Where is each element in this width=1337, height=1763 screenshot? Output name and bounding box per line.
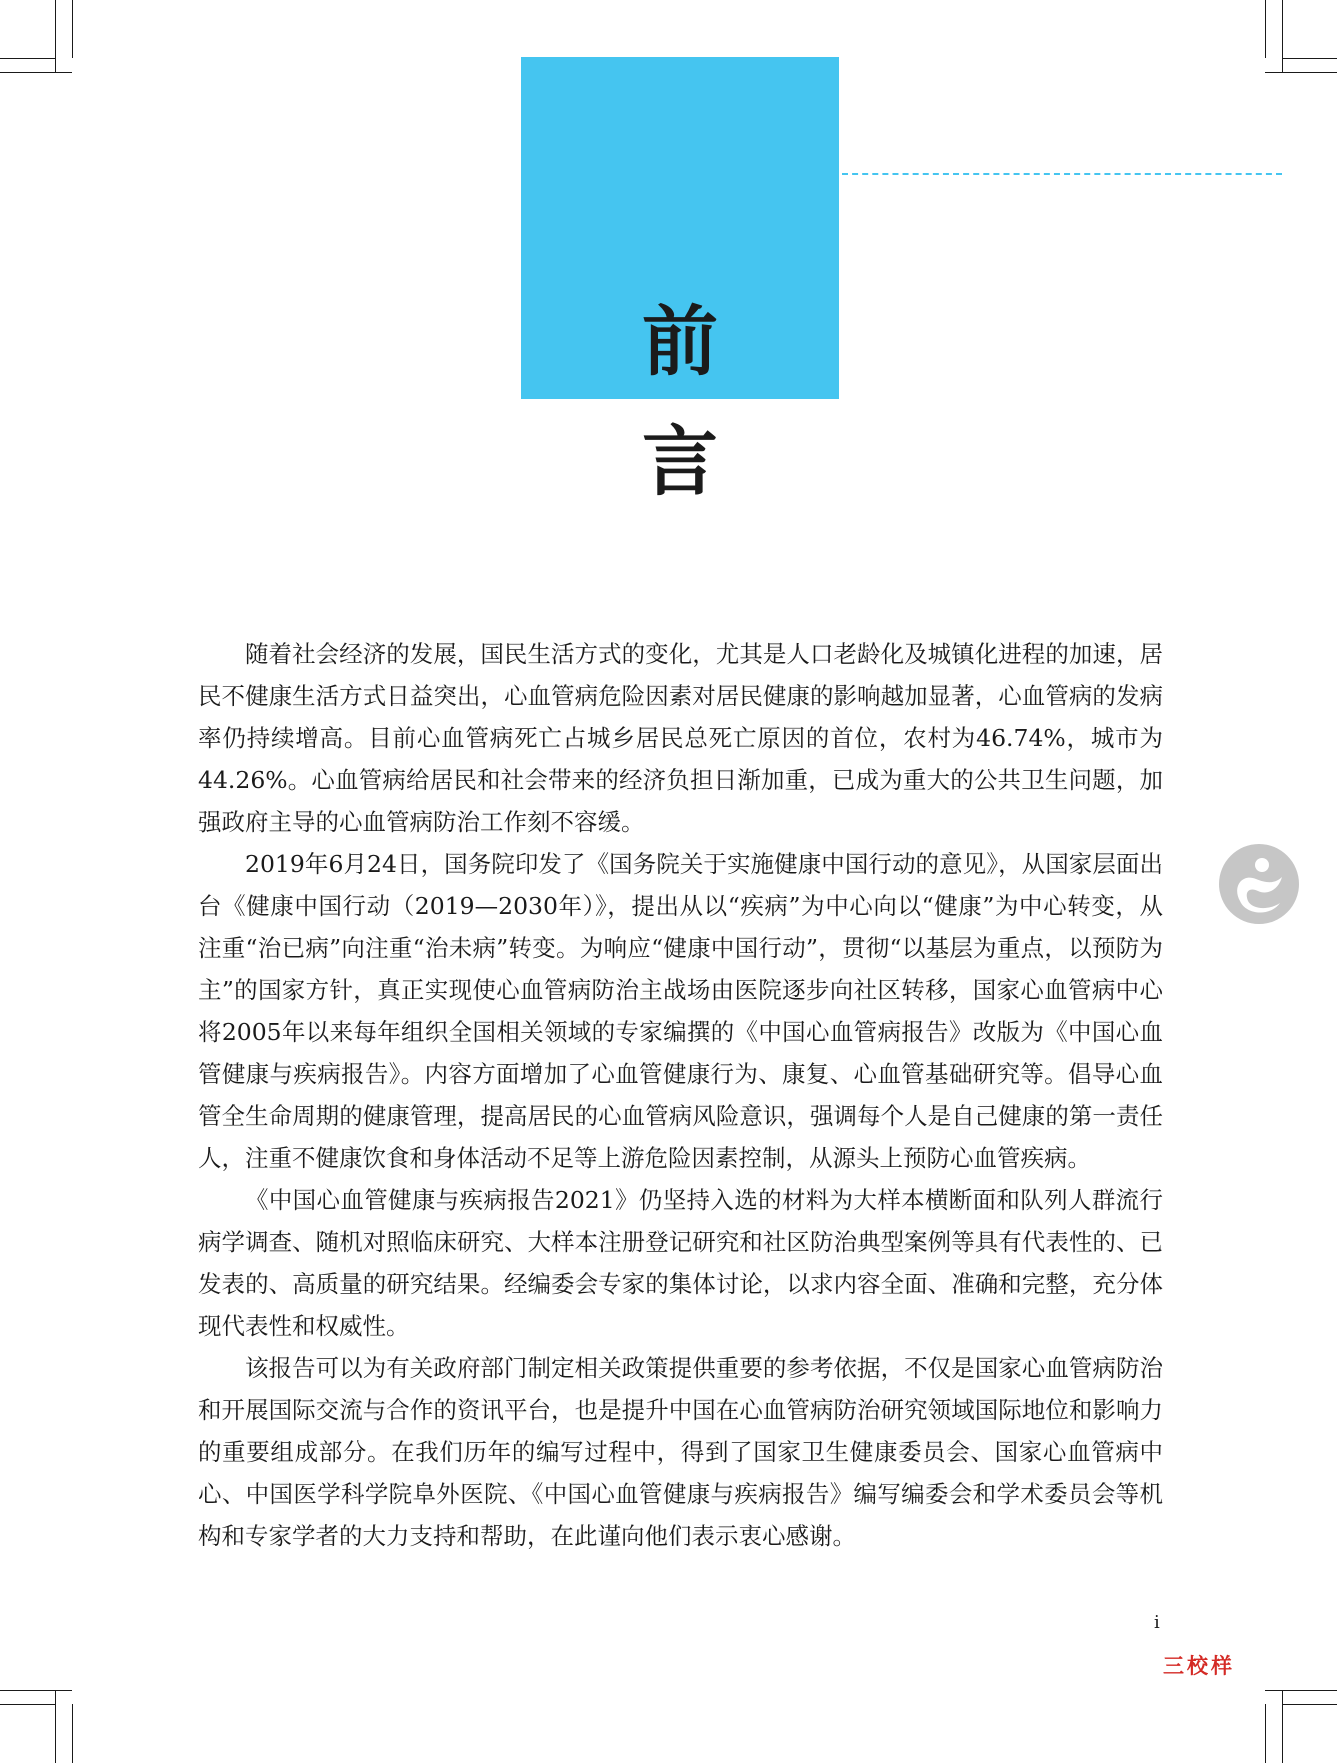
crop-mark-top-right-h2 [1282, 58, 1337, 59]
crop-mark-top-left-h2 [0, 58, 55, 59]
crop-mark-top-right-h [1265, 72, 1337, 73]
crop-mark-bottom-right-h [1265, 1690, 1337, 1691]
decorative-dashed-line [842, 173, 1282, 175]
crop-mark-bottom-left-h2 [0, 1704, 55, 1705]
crop-mark-top-right-v2 [1282, 0, 1283, 72]
crop-mark-bottom-right-h2 [1282, 1704, 1337, 1705]
paragraph: 该报告可以为有关政府部门制定相关政策提供重要的参考依据，不仅是国家心血管病防治和开展国际交流与合作的资讯平台，也是提升中国在心血管病防治研究领域国际地位和影响力的重要组成部分。在我们历年的编写过程中，得到了国家卫生健康委员会、国家心血管病中心、中国医学科学院阜外医院、《中国心血管健康与疾病报告》编写编委会和学术委员会等机构和专家学者的大力支持和帮助，在此谨向他们表示衷心感谢。 [198, 1354, 1163, 1550]
page-title: 前言 [642, 297, 796, 506]
preface-body [198, 633, 1163, 1557]
crop-mark-top-left-h [0, 72, 72, 73]
crop-mark-bottom-left-v2 [55, 1690, 56, 1763]
paragraph: 2019年6月24日，国务院印发了《国务院关于实施健康中国行动的意见》，从国家层面出台《健康中国行动（2019—2030年）》，提出从以“疾病”为中心向以“健康”为中心转变，从注重“治已病”向注重“治未病”转变。为响应“健康中国行动”，贯彻“以基层为重点，以预防为主”的国家方针，真正实现使心血管病防治主战场由医院逐步向社区转移，国家心血管病中心将2005年以来每年组织全国相关领域的专家编撰的《中国心血管病报告》改版为《中国心血管健康与疾病报告》。内容方面增加了心血管健康行为、康复、心血管基础研究等。倡导心血管全生命周期的健康管理，提高居民的心血管病风险意识，强调每个人是自己健康的第一责任人，注重不健康饮食和身体活动不足等上游危险因素控制，从源头上预防心血管疾病。 [198, 850, 1163, 1172]
crop-mark-bottom-right-v [1265, 1704, 1266, 1763]
crop-mark-bottom-left-h [0, 1690, 72, 1691]
proof-stamp: 三校样 [1163, 1654, 1235, 1678]
paragraph: 《中国心血管健康与疾病报告2021》仍坚持入选的材料为大样本横断面和队列人群流行病学调查、随机对照临床研究、大样本注册登记研究和社区防治典型案例等具有代表性的、已发表的、高质量的研究结果。经编委会专家的集体讨论，以求内容全面、准确和完整，充分体现代表性和权威性。 [198, 1186, 1163, 1340]
crop-mark-bottom-left-v [72, 1704, 73, 1763]
crop-mark-top-left-v [72, 0, 73, 58]
crop-mark-bottom-right-v2 [1282, 1690, 1283, 1763]
crop-mark-top-right-v [1265, 0, 1266, 58]
crop-mark-top-left-v2 [55, 0, 56, 72]
paragraph: 随着社会经济的发展，国民生活方式的变化，尤其是人口老龄化及城镇化进程的加速，居民不健康生活方式日益突出，心血管病危险因素对居民健康的影响越加显著，心血管病的发病率仍持续增高。目前心血管病死亡占城乡居民总死亡原因的首位，农村为46.74%，城市为44.26%。心血管病给居民和社会带来的经济负担日渐加重，已成为重大的公共卫生问题，加强政府主导的心血管病防治工作刻不容缓。 [198, 640, 1163, 836]
logo-emblem-icon [1218, 843, 1300, 925]
page-number: i [1154, 1612, 1160, 1633]
